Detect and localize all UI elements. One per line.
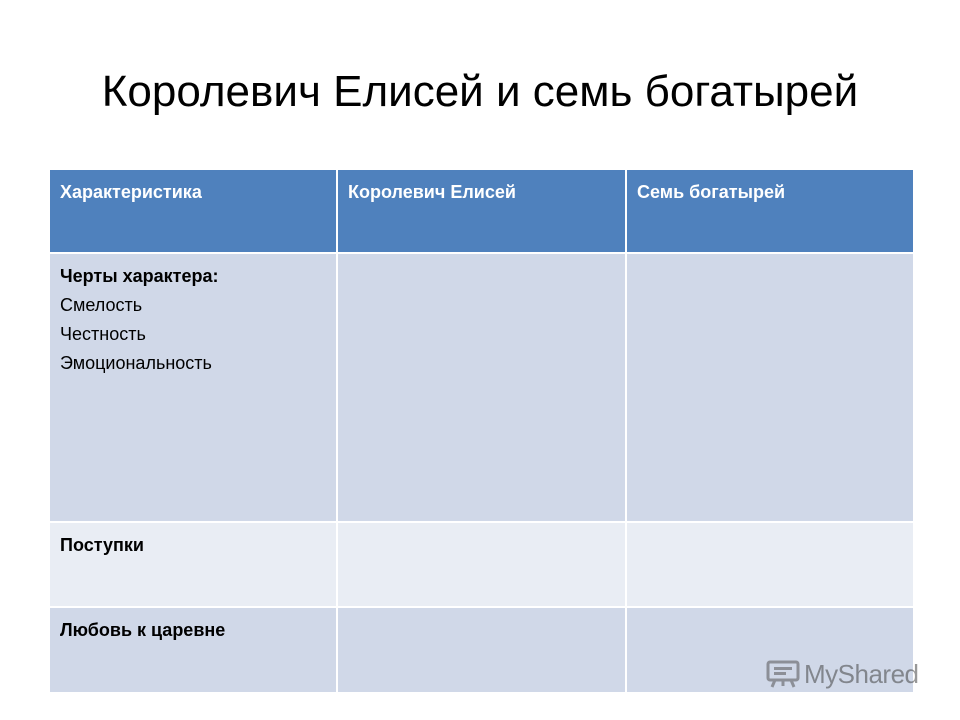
mysahred-watermark bbox=[766, 656, 919, 692]
header-bogatyri: Семь богатырей bbox=[626, 169, 914, 253]
deeds-bogatyri-cell bbox=[626, 522, 914, 607]
deeds-label-cell bbox=[49, 522, 337, 607]
table-row-deeds bbox=[49, 522, 914, 607]
characteristics-table bbox=[48, 168, 915, 694]
header-elisey: Королевич Елисей bbox=[337, 169, 626, 253]
traits-elisey-cell bbox=[337, 253, 626, 522]
header-characteristic: Характеристика bbox=[49, 169, 337, 253]
slide-title: Королевич Елисей и семь богатырей bbox=[101, 67, 859, 116]
trait-item: Эмоциональность bbox=[60, 353, 212, 373]
traits-label: Черты характера: bbox=[60, 266, 219, 286]
trait-item: Смелость bbox=[60, 295, 143, 315]
table-header-row bbox=[49, 169, 914, 253]
table-row-traits bbox=[49, 253, 914, 522]
love-elisey-cell bbox=[337, 607, 626, 693]
watermark-text: MyShared bbox=[804, 658, 919, 689]
traits-bogatyri-cell bbox=[626, 253, 914, 522]
love-label-cell bbox=[49, 607, 337, 693]
trait-item: Честность bbox=[60, 324, 146, 344]
traits-label-cell bbox=[49, 253, 337, 522]
love-label: Любовь к царевне bbox=[60, 620, 226, 640]
deeds-elisey-cell bbox=[337, 522, 626, 607]
presentation-board-icon bbox=[766, 659, 800, 689]
deeds-label: Поступки bbox=[60, 535, 144, 555]
